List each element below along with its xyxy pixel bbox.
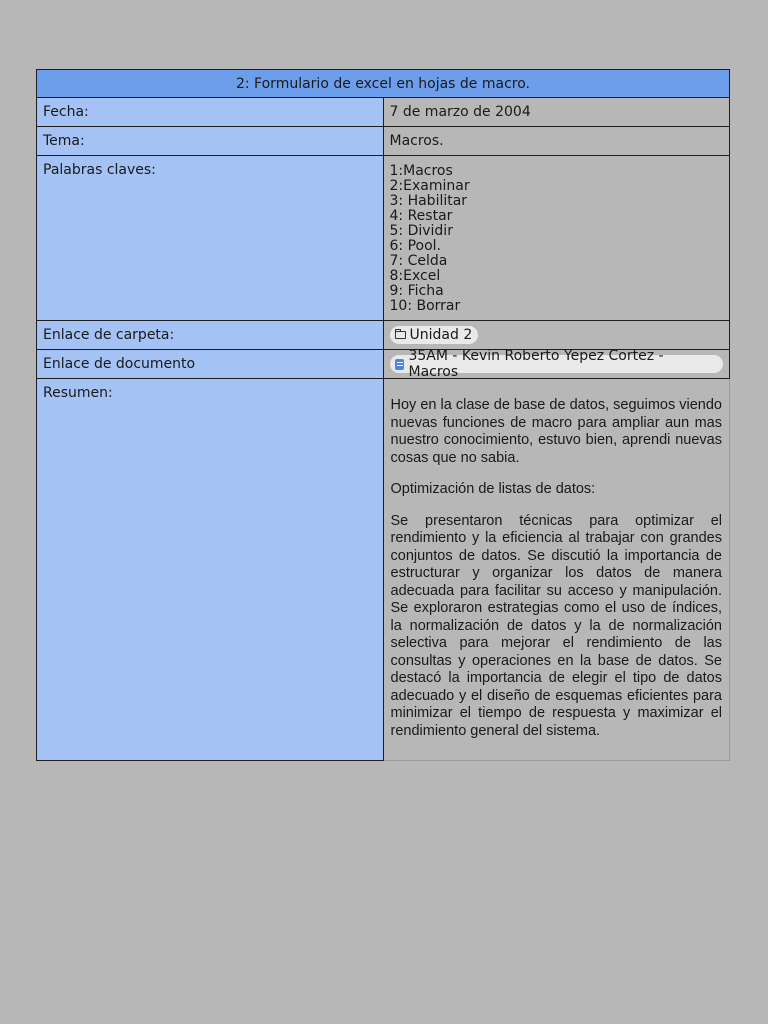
summary-cell — [383, 379, 730, 761]
summary-paragraph: Se presentaron técnicas para optimizar el rendimiento y la eficiencia al trabajar con grandes conjuntos de datos. Se discutió la importancia de estructurar y organizar los datos de manera adecuada para facilitar su acceso y manipulación. Se exploraron estrategias como el uso de índices, la normalización de datos y la de normalización selectiva para mejorar el rendimiento de las consultas y operaciones en la base de datos. Se destacó la importancia de elegir el tipo de datos adecuado y el diseño de esquemas eficientes para minimizar el tiempo de respuesta y maximizar el rendimiento general del sistema. — [390, 512, 722, 739]
keyword-item: 2:Examinar — [389, 178, 470, 194]
class-record-table — [36, 69, 730, 761]
palabras-row — [37, 156, 730, 321]
keyword-item: 1:Macros — [389, 163, 453, 179]
carpeta-value — [383, 321, 730, 350]
documento-row — [37, 350, 730, 379]
document-link-label: 35AM - Kevin Roberto Yepez Cortez - Macros — [408, 348, 664, 380]
documento-value — [383, 350, 730, 379]
folder-icon — [395, 331, 406, 339]
carpeta-row — [37, 321, 730, 350]
keyword-item: 7: Celda — [389, 253, 448, 269]
keyword-item: 10: Borrar — [389, 298, 461, 314]
keyword-item: 4: Restar — [389, 208, 453, 224]
google-doc-icon — [395, 359, 405, 370]
keywords-cell — [383, 156, 730, 321]
documento-label: Enlace de documento — [37, 350, 384, 379]
document-title: 2: Formulario de excel en hojas de macro. — [37, 70, 730, 98]
fecha-value: 7 de marzo de 2004 — [383, 98, 730, 127]
tema-row — [37, 127, 730, 156]
fecha-row — [37, 98, 730, 127]
keyword-item: 8:Excel — [389, 268, 441, 284]
keyword-item: 3: Habilitar — [389, 193, 468, 209]
document-sheet — [36, 69, 730, 761]
folder-link-label: Unidad 2 — [409, 327, 473, 343]
keyword-list — [390, 164, 724, 314]
resumen-row — [37, 379, 730, 761]
keyword-item: 9: Ficha — [389, 283, 444, 299]
document-link-chip[interactable] — [390, 348, 724, 380]
folder-link-chip[interactable] — [390, 326, 479, 344]
keyword-item: 5: Dividir — [389, 223, 453, 239]
carpeta-label: Enlace de carpeta: — [37, 321, 384, 350]
keyword-item: 6: Pool. — [389, 238, 441, 254]
summary-paragraph: Hoy en la clase de base de datos, seguimos viendo nuevas funciones de macro para ampliar aun mas nuestro conocimiento, estuvo bien, aprendi nuevas cosas que no sabia. — [390, 397, 722, 466]
fecha-label: Fecha: — [37, 98, 384, 127]
summary-subheading: Optimización de listas de datos: — [390, 481, 596, 497]
resumen-label: Resumen: — [37, 379, 384, 761]
tema-value: Macros. — [383, 127, 730, 156]
title-row — [37, 70, 730, 98]
tema-label: Tema: — [37, 127, 384, 156]
palabras-label: Palabras claves: — [37, 156, 384, 321]
